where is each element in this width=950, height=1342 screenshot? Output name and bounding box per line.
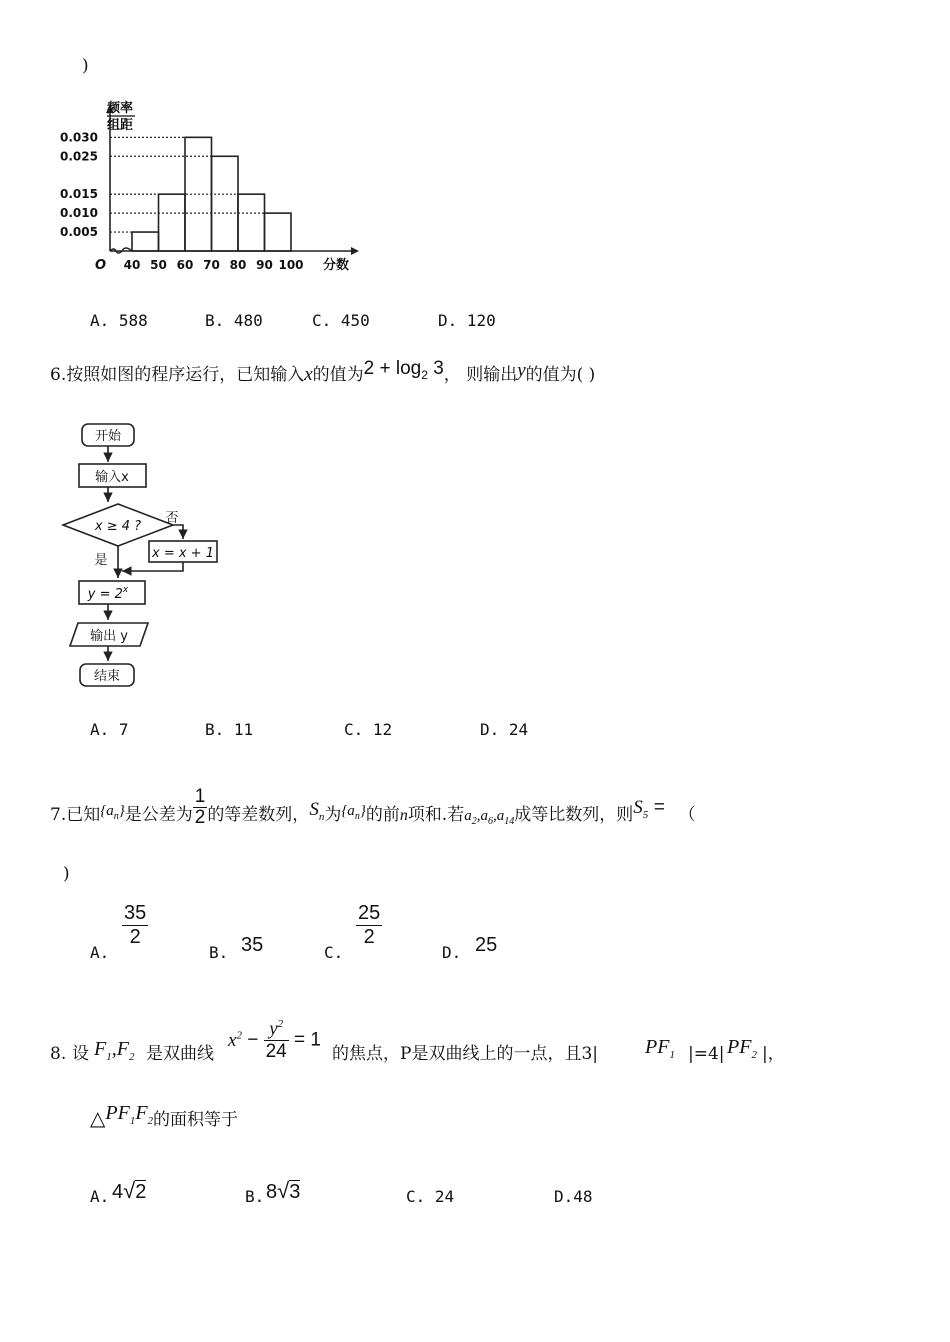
q7-text-3: 的等差数列，: [207, 805, 310, 825]
q6-var-y: y: [517, 360, 526, 381]
q7-half-num: 1: [194, 786, 206, 807]
q7-term-a2: a: [464, 808, 472, 824]
q8-hyp-den: 24: [265, 1041, 287, 1063]
flow-assign-text: [87, 585, 129, 602]
q7-number: 7.: [50, 805, 67, 825]
flow-start-text: 开始: [94, 429, 122, 444]
q7-option-a-frac: [122, 902, 148, 949]
q7-text-4: 为: [324, 805, 342, 825]
q8-pf2-base: PF: [727, 1036, 752, 1058]
q8-option-b-label: B.: [245, 1187, 265, 1206]
q5-option-b: B. 480: [205, 311, 263, 330]
flow-yes-label: 是: [94, 553, 108, 568]
q6-expression: [363, 358, 444, 382]
q8-pf1-sub: 1: [669, 1049, 675, 1061]
q6-text-after: ， 则输出: [443, 365, 518, 385]
x-tick-label: 80: [229, 258, 247, 272]
q8-hyp-minus: −: [241, 1029, 264, 1051]
q8-text-2: 是双曲线: [146, 1044, 214, 1064]
q8-pf1: [645, 1036, 675, 1061]
q7-option-b-value: 35: [241, 934, 264, 956]
q8-f1-sub: 1: [106, 1051, 112, 1063]
q8-triangle-symbol: △: [90, 1106, 106, 1130]
x-tick-label: 100: [278, 258, 304, 272]
q6-number: 6.: [50, 365, 67, 385]
y-tick-label: 0.010: [60, 206, 98, 221]
x-tick-label: 60: [176, 258, 194, 272]
q8-f2-sub: 2: [128, 1051, 135, 1063]
q6-expr-sub: 2: [421, 367, 428, 382]
q7-term-a6-sub: 6: [487, 816, 493, 827]
q7-seq-1-open: {a: [100, 803, 114, 819]
q5-option-d: D. 120: [438, 311, 496, 330]
y-tick-label: 0.005: [60, 225, 98, 240]
q7-seq-2-close: }: [359, 803, 366, 819]
y-tick-label: 0.015: [60, 187, 98, 202]
q7-term-a14-sub: 14: [504, 816, 515, 827]
flow-input-text: 输入x: [95, 470, 129, 485]
flow-output-text: 输出 y: [90, 629, 128, 644]
q7-option-c-frac: [356, 902, 382, 949]
histogram-bar: [132, 232, 159, 251]
q7-s5: [633, 797, 665, 821]
q8-option-a-coef: 4: [112, 1181, 124, 1203]
q8-triangle: [105, 1102, 154, 1127]
q6-option-c: C. 12: [344, 720, 393, 739]
q7-s5-sub: 5: [642, 808, 649, 821]
q8-tri-f: F: [135, 1102, 148, 1124]
y-tick-label: 0.025: [60, 149, 98, 164]
q8-option-c: C. 24: [406, 1187, 455, 1206]
q8-tri-sub2: 2: [147, 1115, 154, 1127]
q6-stem: [50, 358, 596, 391]
q8-option-a-label: A.: [90, 1187, 110, 1206]
q6-option-d: D. 24: [480, 720, 529, 739]
q8-options: [90, 1176, 690, 1216]
q7-term-a2-sub: 2: [471, 816, 477, 827]
q7-sn-sub: n: [318, 810, 325, 823]
q6-expr-tail: 3: [427, 358, 444, 379]
program-flowchart: [58, 418, 248, 693]
q8-option-a-rad: 2: [135, 1181, 147, 1203]
flow-step-text: x = x + 1: [152, 546, 214, 561]
q8-option-b-coef: 8: [266, 1181, 278, 1203]
q8-pf2: [727, 1036, 757, 1061]
q7-seq-2-sub: n: [354, 811, 360, 822]
q8-hyp-frac: [264, 1018, 289, 1063]
q8-number: 8.: [50, 1044, 67, 1064]
flow-assign-base: y = 2: [87, 587, 123, 602]
q6-text-mid: 的值为: [312, 365, 364, 385]
q7-option-a-label: A.: [90, 943, 110, 962]
y-axis-title-top: 频率: [107, 101, 134, 116]
q7-seq-1-sub: n: [113, 811, 119, 822]
q8-tri-sub1: 1: [129, 1115, 136, 1127]
q7-text-2: 是公差为: [124, 805, 193, 825]
x-tick-label: 70: [203, 258, 220, 272]
q6-text-before: 按照如图的程序运行，已知输入: [66, 365, 305, 385]
q8-text-3: 的焦点，P是双曲线上的一点，且3|: [332, 1044, 598, 1064]
q6-text-end: 的值为( ): [525, 365, 596, 385]
q8-f1: F: [94, 1038, 107, 1060]
flow-no-label: 否: [165, 511, 179, 526]
frequency-histogram: [55, 95, 375, 285]
q7-options: [90, 902, 690, 962]
q8-hyp-eq: = 1: [288, 1029, 321, 1051]
histogram-bar: [238, 194, 265, 251]
q8-text-area: 的面积等于: [153, 1110, 239, 1130]
q7-eq: =: [648, 797, 665, 818]
y-tick-label: 0.030: [60, 130, 98, 145]
flow-cond-text: x ≥ 4 ?: [94, 519, 142, 534]
q8-option-b-rad: 3: [289, 1181, 301, 1203]
q8-option-a-value: 4√2: [112, 1178, 147, 1203]
q8-pf1-base: PF: [645, 1036, 670, 1058]
q7-option-c-label: C.: [324, 943, 344, 962]
q7-seq-2: [341, 803, 366, 822]
q8-foci: $F_1,F_2$: [94, 1038, 135, 1063]
y-axis-title-bottom: 组距: [107, 118, 134, 133]
q8-text-4: |=4|: [688, 1044, 725, 1064]
x-tick-label: 40: [123, 258, 141, 272]
x-axis-arrow: [351, 247, 359, 255]
q7-option-a-den: 2: [129, 926, 141, 948]
histogram-bar: [159, 194, 186, 251]
q7-sn-base: S: [309, 799, 319, 820]
q5-option-c: C. 450: [312, 311, 370, 330]
q8-hyp-y-sup: 2: [277, 1018, 284, 1030]
q8-text-5: |，: [762, 1044, 785, 1064]
q7-option-c-den: 2: [363, 926, 375, 948]
x-axis-title: 分数: [323, 258, 350, 273]
q8-pf2-sub: 2: [751, 1049, 757, 1061]
q8-stem: [50, 1018, 910, 1068]
q7-n: n: [399, 807, 408, 824]
x-tick-label: 90: [256, 258, 273, 272]
q7-sn: [309, 799, 325, 823]
q7-stem: [50, 786, 696, 836]
q5-closing-paren: ): [82, 56, 89, 76]
x-tick-label: 50: [150, 258, 167, 272]
q8-text-1: 设: [72, 1044, 89, 1064]
q7-text-1: 已知: [66, 805, 101, 825]
q7-option-b-label: B.: [209, 943, 229, 962]
q7-text-6: 项和.若: [407, 805, 465, 825]
q8-option-b-value: 8√3: [266, 1178, 301, 1203]
q8-hyp-x-term: [228, 1030, 242, 1051]
q8-hyp-x-sup: 2: [236, 1029, 242, 1042]
q8-hyp-num: [264, 1018, 289, 1041]
q7-option-c-num: 25: [358, 902, 381, 924]
q8-hyp-x: x: [228, 1029, 237, 1051]
q7-closing-paren: ): [63, 864, 70, 884]
q7-seq-1-close: }: [118, 803, 125, 819]
q8-tri-pf: PF: [105, 1102, 130, 1124]
q6-expr-main: 2 + log: [363, 358, 422, 379]
q8-hyp-y: y: [269, 1018, 278, 1040]
q6-option-b: B. 11: [205, 720, 254, 739]
histogram-bar: [212, 156, 239, 251]
q7-half-den: 2: [194, 807, 206, 828]
q7-seq-2-open: {a: [341, 803, 355, 819]
q7-term-a6: a: [480, 808, 488, 824]
origin-label: O: [95, 258, 107, 273]
q7-text-7: 成等比数列，则: [514, 805, 634, 825]
q7-terms: $a_2,a_6,a_{14}$: [464, 808, 515, 827]
q8-hyperbola: [228, 1018, 321, 1063]
q6-option-a: A. 7: [90, 720, 129, 739]
q7-option-a-num: 35: [124, 902, 147, 924]
q7-text-8: （: [678, 805, 696, 825]
q7-text-5: 的前: [365, 805, 400, 825]
q8-f2: F: [116, 1038, 129, 1060]
histogram-bar: [265, 213, 292, 251]
q7-option-d-value: 25: [475, 934, 498, 956]
q8-line-2: [90, 1102, 239, 1137]
q7-option-d-label: D.: [442, 943, 462, 962]
q7-term-a14: a: [496, 808, 505, 824]
q6-var-x: x: [304, 364, 313, 385]
q7-half: [193, 787, 208, 828]
flow-assign-sup: x: [122, 585, 129, 595]
q7-s5-base: S: [633, 797, 643, 818]
q7-seq-1: [100, 803, 125, 822]
q5-option-a: A. 588: [90, 311, 148, 330]
flow-end-text: 结束: [93, 669, 121, 684]
q8-option-d: D.48: [554, 1187, 593, 1206]
